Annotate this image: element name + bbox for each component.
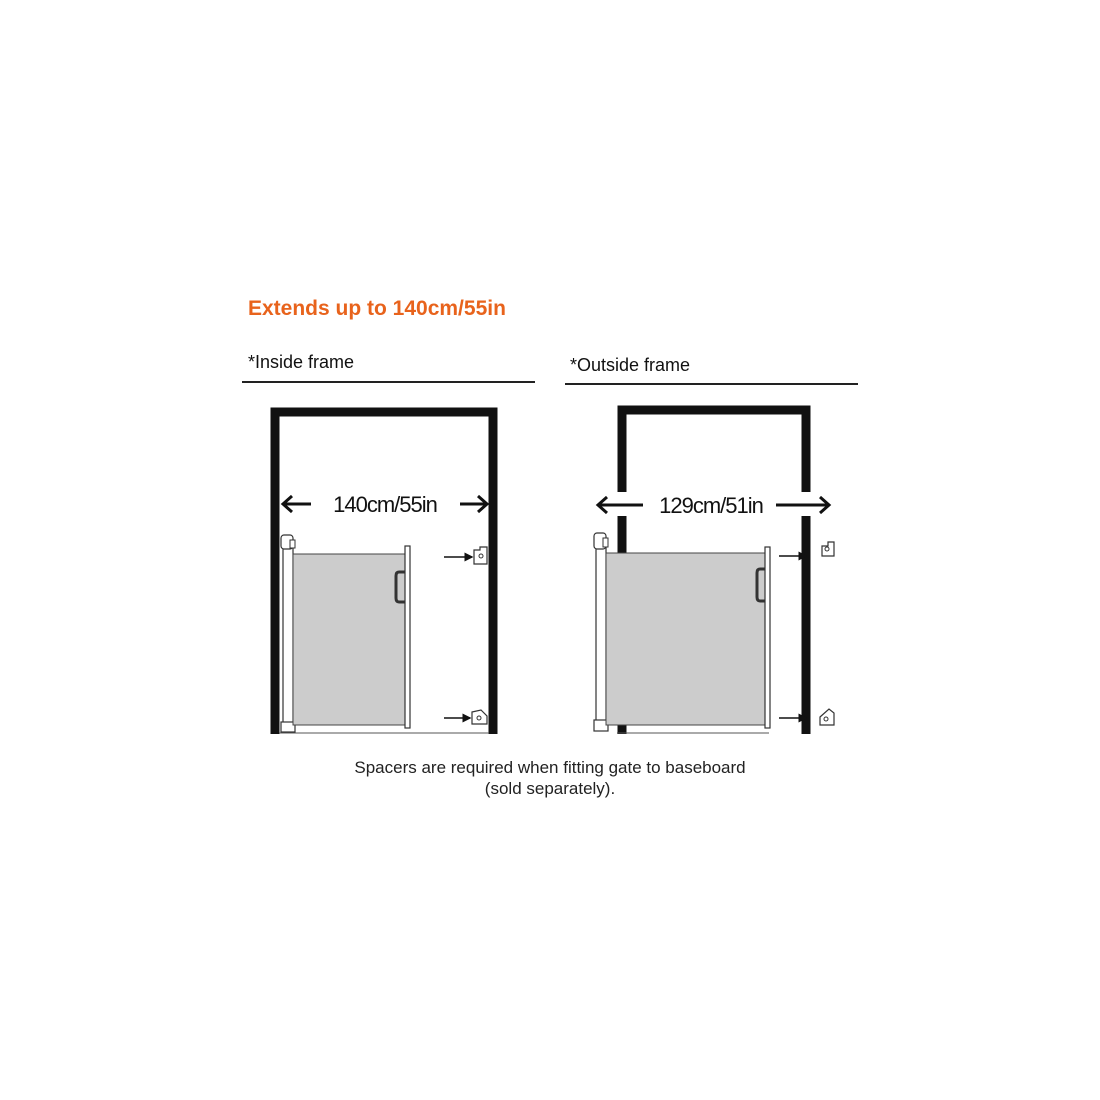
outside-frame-diagram bbox=[594, 410, 834, 734]
outside-dimension-text: 129cm/51in bbox=[659, 493, 763, 518]
inside-frame-label: *Inside frame bbox=[248, 352, 355, 372]
top-bracket bbox=[444, 547, 487, 564]
spacer-note-line2: (sold separately). bbox=[484, 779, 616, 798]
page-title: Extends up to 140cm/55in bbox=[248, 297, 506, 320]
gate-end-bar bbox=[765, 547, 770, 728]
outside-frame-label: *Outside frame bbox=[570, 355, 691, 375]
spacer-note bbox=[250, 757, 850, 799]
inside-dimension-text: 140cm/55in bbox=[333, 492, 437, 517]
gate-mesh bbox=[606, 553, 765, 725]
spacer-note-line1: Spacers are required when fitting gate to baseboard bbox=[354, 758, 746, 777]
bottom-bracket bbox=[444, 710, 487, 724]
inside-frame-diagram bbox=[275, 412, 493, 734]
gate-mesh bbox=[293, 554, 405, 725]
gate-end-bar bbox=[405, 546, 410, 728]
